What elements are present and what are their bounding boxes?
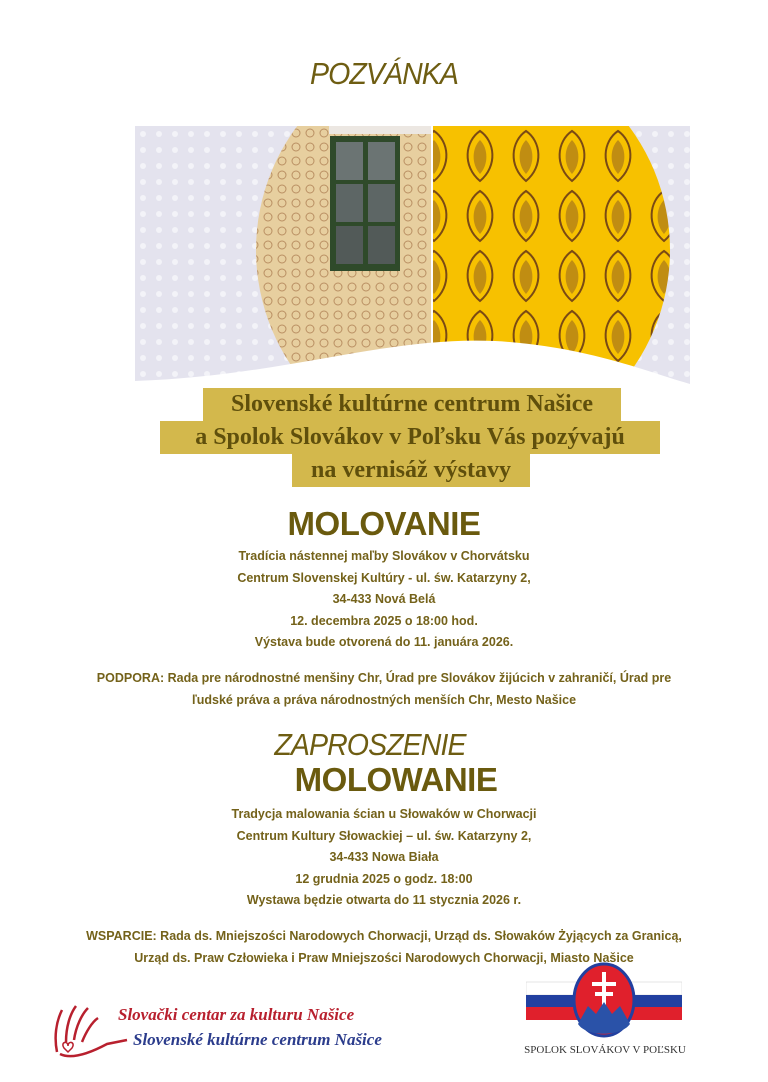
invite-line-2: a Spolok Slovákov v Poľsku Vás pozývajú xyxy=(160,421,660,454)
page-title: POZVÁNKA xyxy=(310,56,458,91)
pl-exhibition-title: MOLOWANIE xyxy=(294,761,498,798)
sk-detail-line: Centrum Slovenskej Kultúry - ul. św. Katarzyny 2, xyxy=(237,570,531,585)
sk-support xyxy=(0,668,768,711)
sk-exhibition-title: MOLOVANIE xyxy=(287,505,481,542)
pl-detail-line: 12 grudnia 2025 o godz. 18:00 xyxy=(295,871,473,886)
pl-details xyxy=(0,804,768,912)
sk-detail-line: Výstava bude otvorená do 11. januára 2026. xyxy=(254,635,514,649)
pl-detail-line: Tradycja malowania ścian u Słowaków w Chorwacji xyxy=(231,807,537,821)
sk-detail-line: 34-433 Nová Belá xyxy=(332,592,436,606)
pl-support-line: Urząd ds. Praw Człowieka i Praw Mniejszości Narodowych Chorwacji, Miasto Našice xyxy=(134,950,634,965)
sk-support-line: PODPORA: Rada pre národnostné menšiny Chr, Úrad pre Slovákov žijúcich v zahraničí, Úrad pre xyxy=(96,671,672,685)
logo-left-line-1: Slovački centar za kulturu Našice xyxy=(118,1005,355,1024)
logo-left-line-2: Slovenské kultúrne centrum Našice xyxy=(133,1030,382,1049)
slovak-flag-emblem-icon xyxy=(526,962,682,1038)
pl-support-line: WSPARCIE: Rada ds. Mniejszości Narodowych Chorwacji, Urząd ds. Słowaków Żyjących za Granicą, xyxy=(86,929,682,943)
hero-image xyxy=(135,126,690,388)
invite-line-3: na vernisáž výstavy xyxy=(292,454,530,487)
sk-detail-line: 12. decembra 2025 o 18:00 hod. xyxy=(290,613,478,628)
pl-detail-line: 34-433 Nowa Biała xyxy=(329,850,439,864)
logo-right-caption: SPOLOK SLOVÁKOV V POĽSKU xyxy=(524,1044,686,1056)
pl-detail-line: Centrum Kultury Słowackiej – ul. św. Katarzyny 2, xyxy=(236,828,532,843)
sk-details xyxy=(0,546,768,654)
sk-support-line: ľudské práva a práva národnostných menších Chr, Mesto Našice xyxy=(191,692,577,707)
pl-title: ZAPROSZENIE xyxy=(274,727,466,762)
invite-line-1: Slovenské kultúrne centrum Našice xyxy=(203,388,621,421)
pl-detail-line: Wystawa będzie otwarta do 11 stycznia 2026 r. xyxy=(246,893,522,907)
sk-detail-line: Tradícia nástennej maľby Slovákov v Chorvátsku xyxy=(238,549,530,563)
